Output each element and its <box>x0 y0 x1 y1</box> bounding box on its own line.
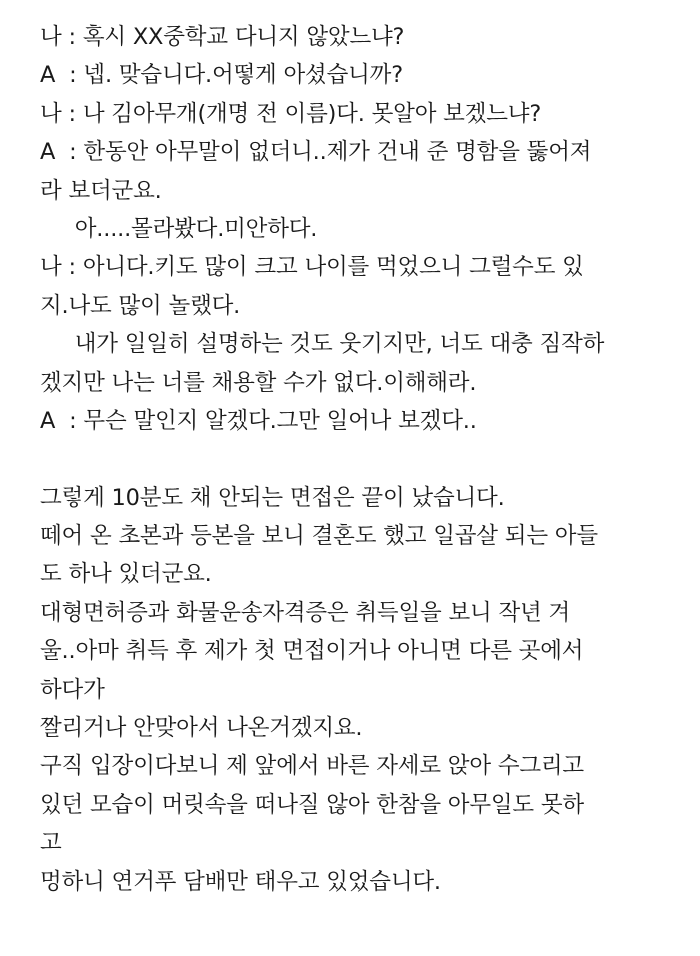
text-line: 떼어 온 초본과 등본을 보니 결혼도 했고 일곱살 되는 아들 <box>40 523 598 550</box>
text-line: A : 한동안 아무말이 없더니..제가 건내 준 명함을 뚫어져 <box>40 139 592 166</box>
document-body <box>40 18 680 901</box>
text-line: 하다가 <box>40 676 105 703</box>
text-line: 멍하니 연거푸 담배만 태우고 있었습니다. <box>40 868 441 895</box>
text-line: 나 : 나 김아무개(개명 전 이름)다. 못알아 보겠느냐? <box>40 100 542 127</box>
text-line: 라 보더군요. <box>40 177 162 204</box>
text-line: 울..아마 취득 후 제가 첫 면접이거나 아니면 다른 곳에서 <box>40 638 584 665</box>
text-line: 고 <box>40 830 62 857</box>
text-line: 짤리거나 안맞아서 나온거겠지요. <box>40 715 363 742</box>
text-line: 나 : 혹시 XX중학교 다니지 않았느냐? <box>40 24 405 50</box>
text-line: 내가 일일히 설명하는 것도 웃기지만, 너도 대충 짐작하 <box>40 331 605 358</box>
text-line: 도 하나 있더군요. <box>40 561 212 588</box>
text-line: 대형면허증과 화물운송자격증은 취득일을 보니 작년 겨 <box>40 599 571 626</box>
text-line: A : 넵. 맞습니다.어떻게 아셨습니까? <box>40 62 403 89</box>
paragraph-break <box>40 440 680 478</box>
text-line: 구직 입장이다보니 제 앞에서 바른 자세로 앉아 수그리고 <box>40 753 584 780</box>
text-line: 있던 모습이 머릿속을 떠나질 않아 한참을 아무일도 못하 <box>40 791 584 818</box>
text-line: A : 무슨 말인지 알겠다.그만 일어나 보겠다.. <box>40 407 477 434</box>
text-line: 나 : 아니다.키도 많이 크고 나이를 먹었으니 그럴수도 있 <box>40 254 584 281</box>
text-line: 그렇게 10분도 채 안되는 면접은 끝이 났습니다. <box>40 484 505 511</box>
text-line: 지.나도 많이 놀랬다. <box>40 292 241 319</box>
text-line: 겠지만 나는 너를 채용할 수가 없다.이해해라. <box>40 369 477 396</box>
text-line: 아.....몰라봤다.미안하다. <box>40 215 318 242</box>
